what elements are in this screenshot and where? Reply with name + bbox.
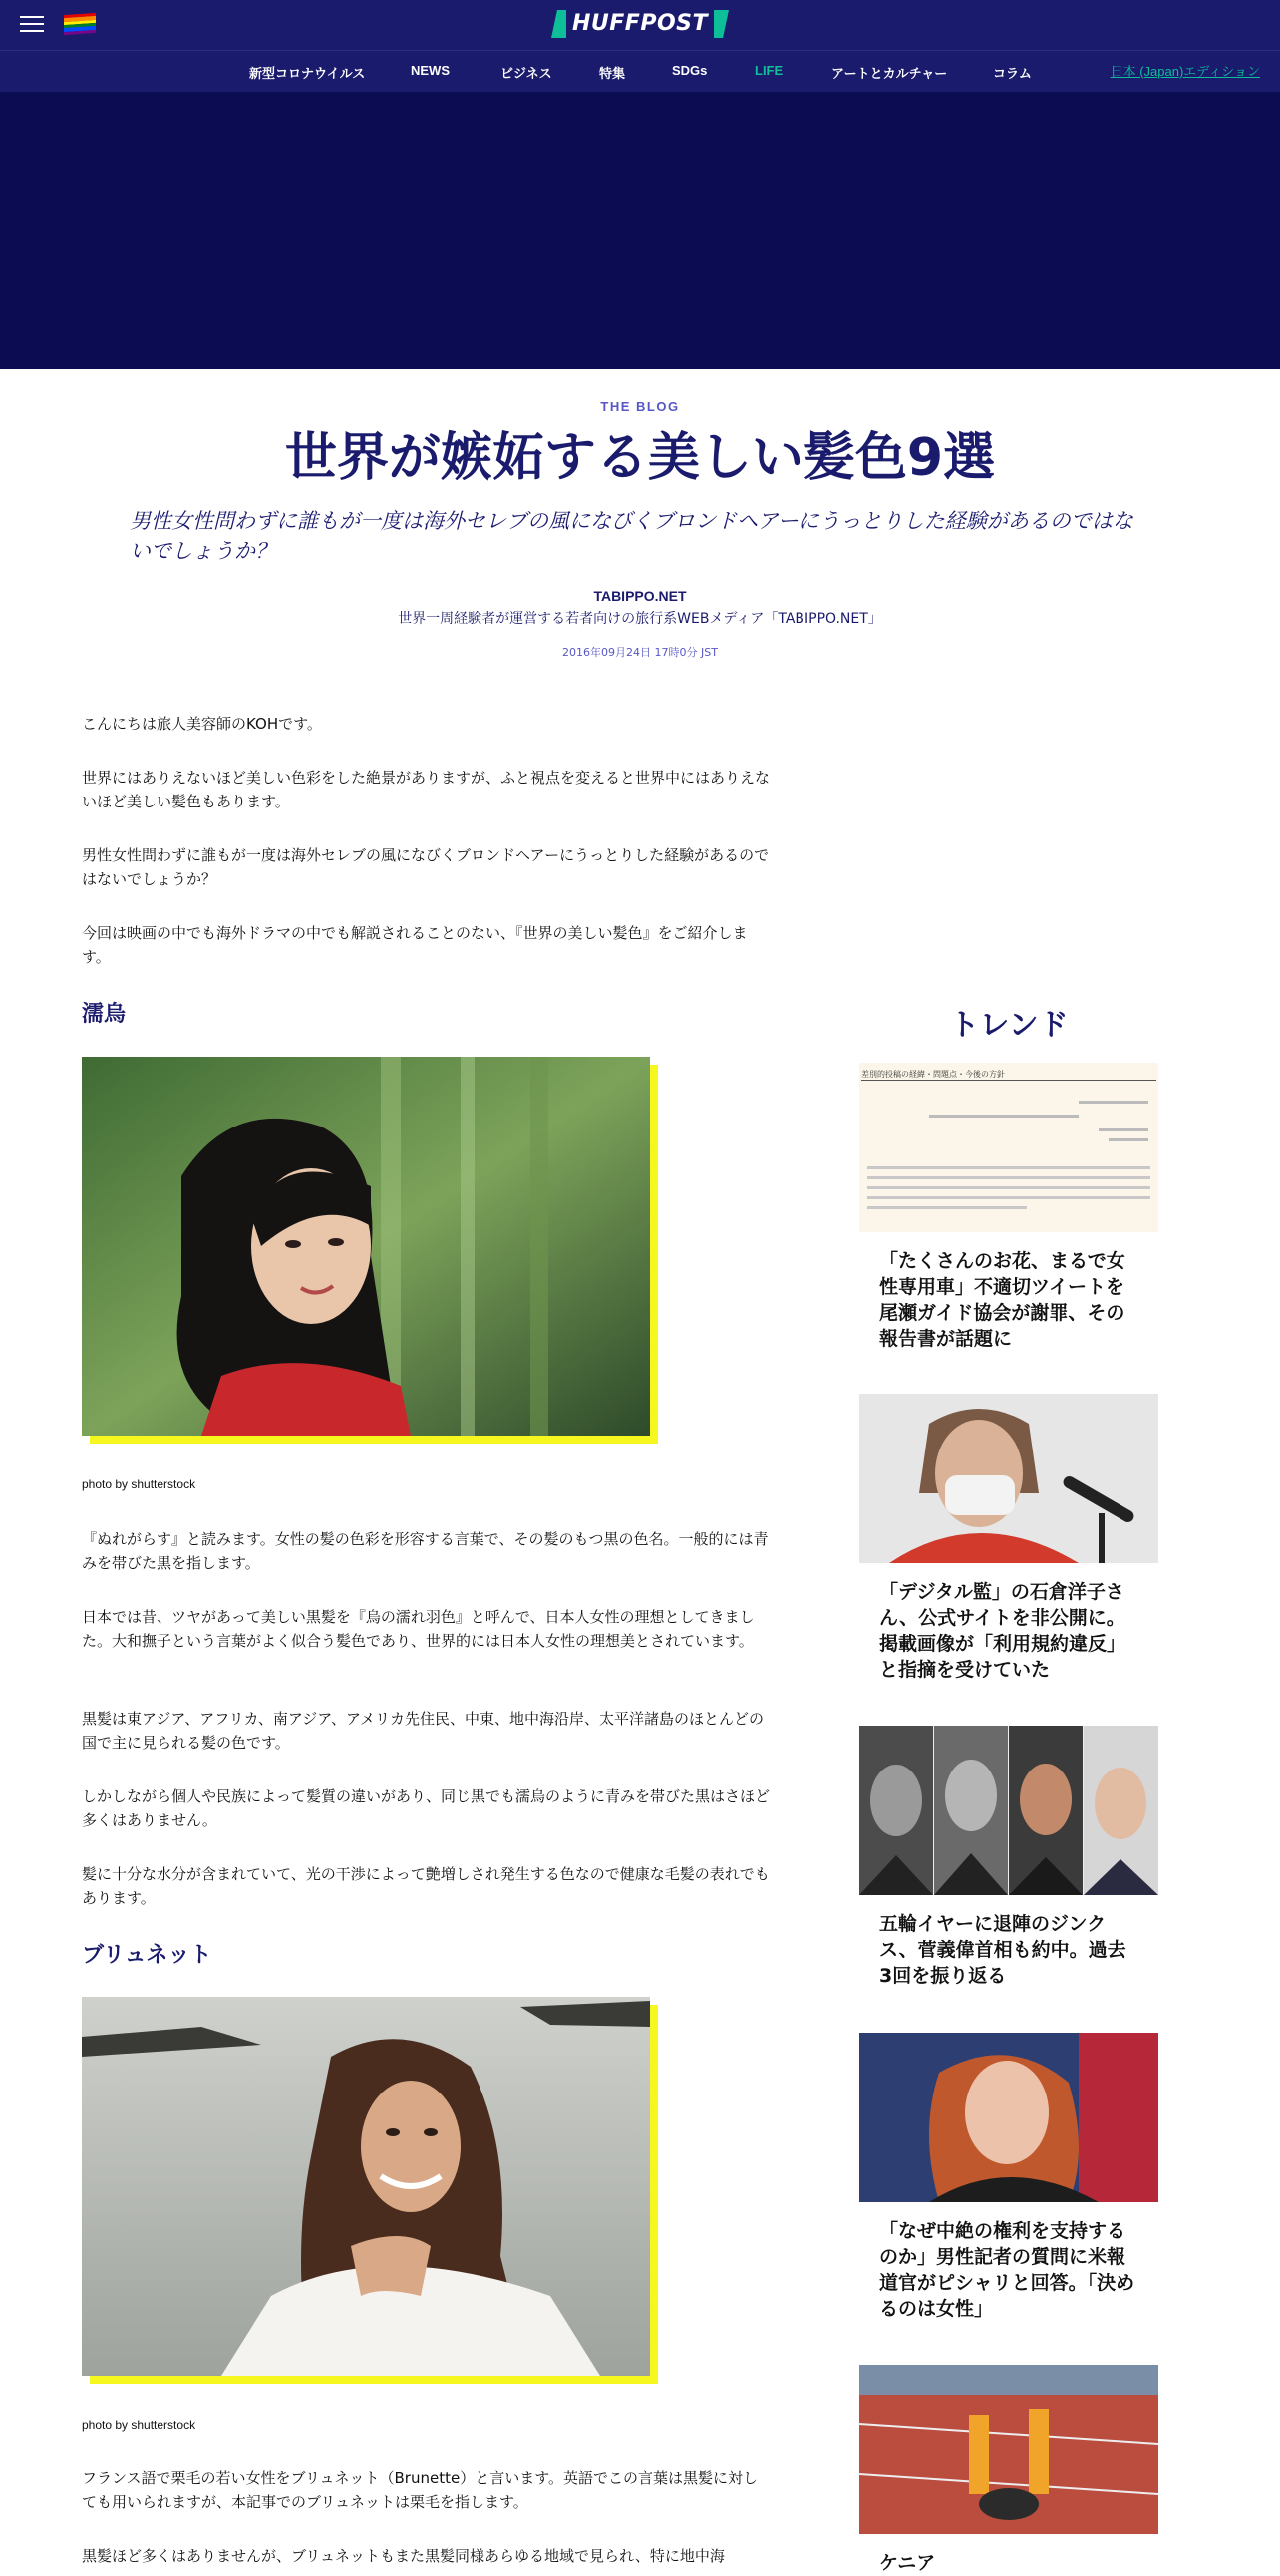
body-paragraph: 日本では昔、ツヤがあって美しい黒髪を『烏の濡れ羽色』と呼んで、日本人女性の理想としてきました。大和撫子という言葉がよく似合う髪色であり、世界的には日本人女性の理想美とされています。: [82, 1608, 755, 1650]
photo-credit: photo by shutterstock: [82, 1477, 196, 1491]
trending-headline[interactable]: 「デジタル監」の石倉洋子さん、公式サイトを非公開に。掲載画像が「利用規約違反」と指摘を受けていた: [879, 1581, 1126, 1681]
section-label[interactable]: THE BLOG: [600, 399, 680, 414]
body-paragraph: 黒髪は東アジア、アフリカ、南アジア、アメリカ先住民、中東、地中海沿岸、太平洋諸島のほとんどの国で主に見られる髪の色です。: [82, 1710, 765, 1752]
trending-item[interactable]: [859, 1063, 1158, 1352]
trending-item[interactable]: [859, 2365, 1158, 2574]
trending-thumbnail: [859, 1394, 1158, 1563]
trending-headline[interactable]: ケニア: [879, 2552, 936, 2574]
nav-item-news[interactable]: NEWS: [411, 63, 450, 78]
body-paragraph: 今回は映画の中でも海外ドラマの中でも解説されることのない、『世界の美しい髪色』をご紹介します。: [82, 924, 748, 966]
section-heading: ブリュネット: [82, 1943, 212, 1968]
body-paragraph: 黒髪ほど多くはありませんが、ブリュネットもまた黒髪同様あらゆる地域で見られ、特に地中海: [82, 2547, 725, 2565]
ad-banner-area: [0, 92, 1280, 369]
photo-woman-brunette: [82, 1997, 650, 2376]
trending-headline[interactable]: 「なぜ中絶の権利を支持するのか」男性記者の質問に米報道官がピシャリと回答。「決めるのは女性」: [879, 2220, 1135, 2320]
nav-item-coronavirus[interactable]: 新型コロナウイルス: [249, 66, 366, 81]
nav-item-life[interactable]: LIFE: [755, 63, 784, 78]
doc-thumb-title: 差別的投稿の経緯・問題点・今後の方針: [861, 1069, 1156, 1081]
article-dek: 男性女性問わずに誰もが一度は海外セレブの風になびくブロンドヘアーにうっとりした経験があるのではないでしょうか？: [130, 509, 1133, 563]
section-nav: [0, 50, 1280, 92]
huffpost-logo[interactable]: [551, 10, 729, 38]
body-paragraph: 男性女性問わずに誰もが一度は海外セレブの風になびくブロンドヘアーにうっとりした経験があるのではないでしょうか？: [82, 846, 770, 888]
trending-thumbnail: [859, 2365, 1158, 2534]
body-paragraph: 『ぬれがらす』と読みます。女性の髪の色彩を形容する言葉で、その髪のもつ黒の色名。一般的には青みを帯びた黒を指します。: [82, 1530, 769, 1572]
hamburger-menu-icon[interactable]: [20, 16, 44, 34]
nav-item-business[interactable]: ビジネス: [500, 66, 552, 81]
top-header: [0, 0, 1280, 50]
trending-thumbnail: [859, 1063, 1158, 1232]
trending-thumbnail: [859, 2033, 1158, 2202]
nav-item-sdgs[interactable]: SDGs: [672, 63, 708, 78]
photo-credit: photo by shutterstock: [82, 2418, 196, 2432]
nav-item-column[interactable]: コラム: [993, 66, 1032, 81]
article-photo-black-hair: [82, 1057, 656, 1440]
pride-flag-icon[interactable]: [64, 13, 96, 35]
byline-author[interactable]: TABIPPO.NET: [593, 588, 687, 604]
trending-thumbnail: [859, 1726, 1158, 1895]
trending-headline[interactable]: 「たくさんのお花、まるで女性専用車」不適切ツイートを尾瀬ガイド協会が謝罪、その報告書が話題に: [879, 1250, 1125, 1350]
nav-item-features[interactable]: 特集: [599, 66, 626, 81]
trending-item[interactable]: [859, 1394, 1158, 1683]
trending-item[interactable]: [859, 1726, 1158, 1989]
trending-item[interactable]: [859, 2033, 1158, 2322]
body-paragraph: 髪に十分な水分が含まれていて、光の干渉によって艶増しされ発生する色なので健康な毛髪の表れでもあります。: [82, 1865, 770, 1907]
photo-woman-black-hair: [82, 1057, 650, 1436]
trending-title: トレンド: [949, 1008, 1069, 1043]
publish-timestamp: 2016年09月24日 17時0分 JST: [562, 646, 718, 659]
edition-selector-link[interactable]: 日本 (Japan)エディション: [1110, 64, 1260, 79]
body-paragraph: フランス語で栗毛の若い女性をブリュネット（Brunette）と言います。英語でこの言葉は黒髪に対しても用いられますが、本記事でのブリュネットは栗毛を指します。: [82, 2469, 758, 2511]
body-paragraph: しかしながら個人や民族によって髪質の違いがあり、同じ黒でも濡烏のように青みを帯びた黒はさほど多くはありません。: [82, 1787, 771, 1829]
trending-headline[interactable]: 五輪イヤーに退陣のジンクス、菅義偉首相も約中。過去3回を振り返る: [879, 1913, 1126, 1987]
article-photo-brunette: [82, 1997, 656, 2380]
logo-text: HUFFPOST: [566, 10, 714, 38]
byline-description: 世界一周経験者が運営する若者向けの旅行系WEBメディア「TABIPPO.NET」: [398, 611, 882, 627]
section-heading: 濡烏: [82, 1002, 127, 1027]
body-paragraph: こんにちは旅人美容師のKOHです。: [82, 715, 322, 733]
body-paragraph: 世界にはありえないほど美しい色彩をした絶景がありますが、ふと視点を変えると世界中にはありえないほど美しい髪色もあります。: [82, 769, 771, 810]
nav-item-art-culture[interactable]: アートとカルチャー: [831, 66, 948, 81]
article-headline: 世界が嫉妬する美しい髪色9選: [284, 428, 996, 487]
